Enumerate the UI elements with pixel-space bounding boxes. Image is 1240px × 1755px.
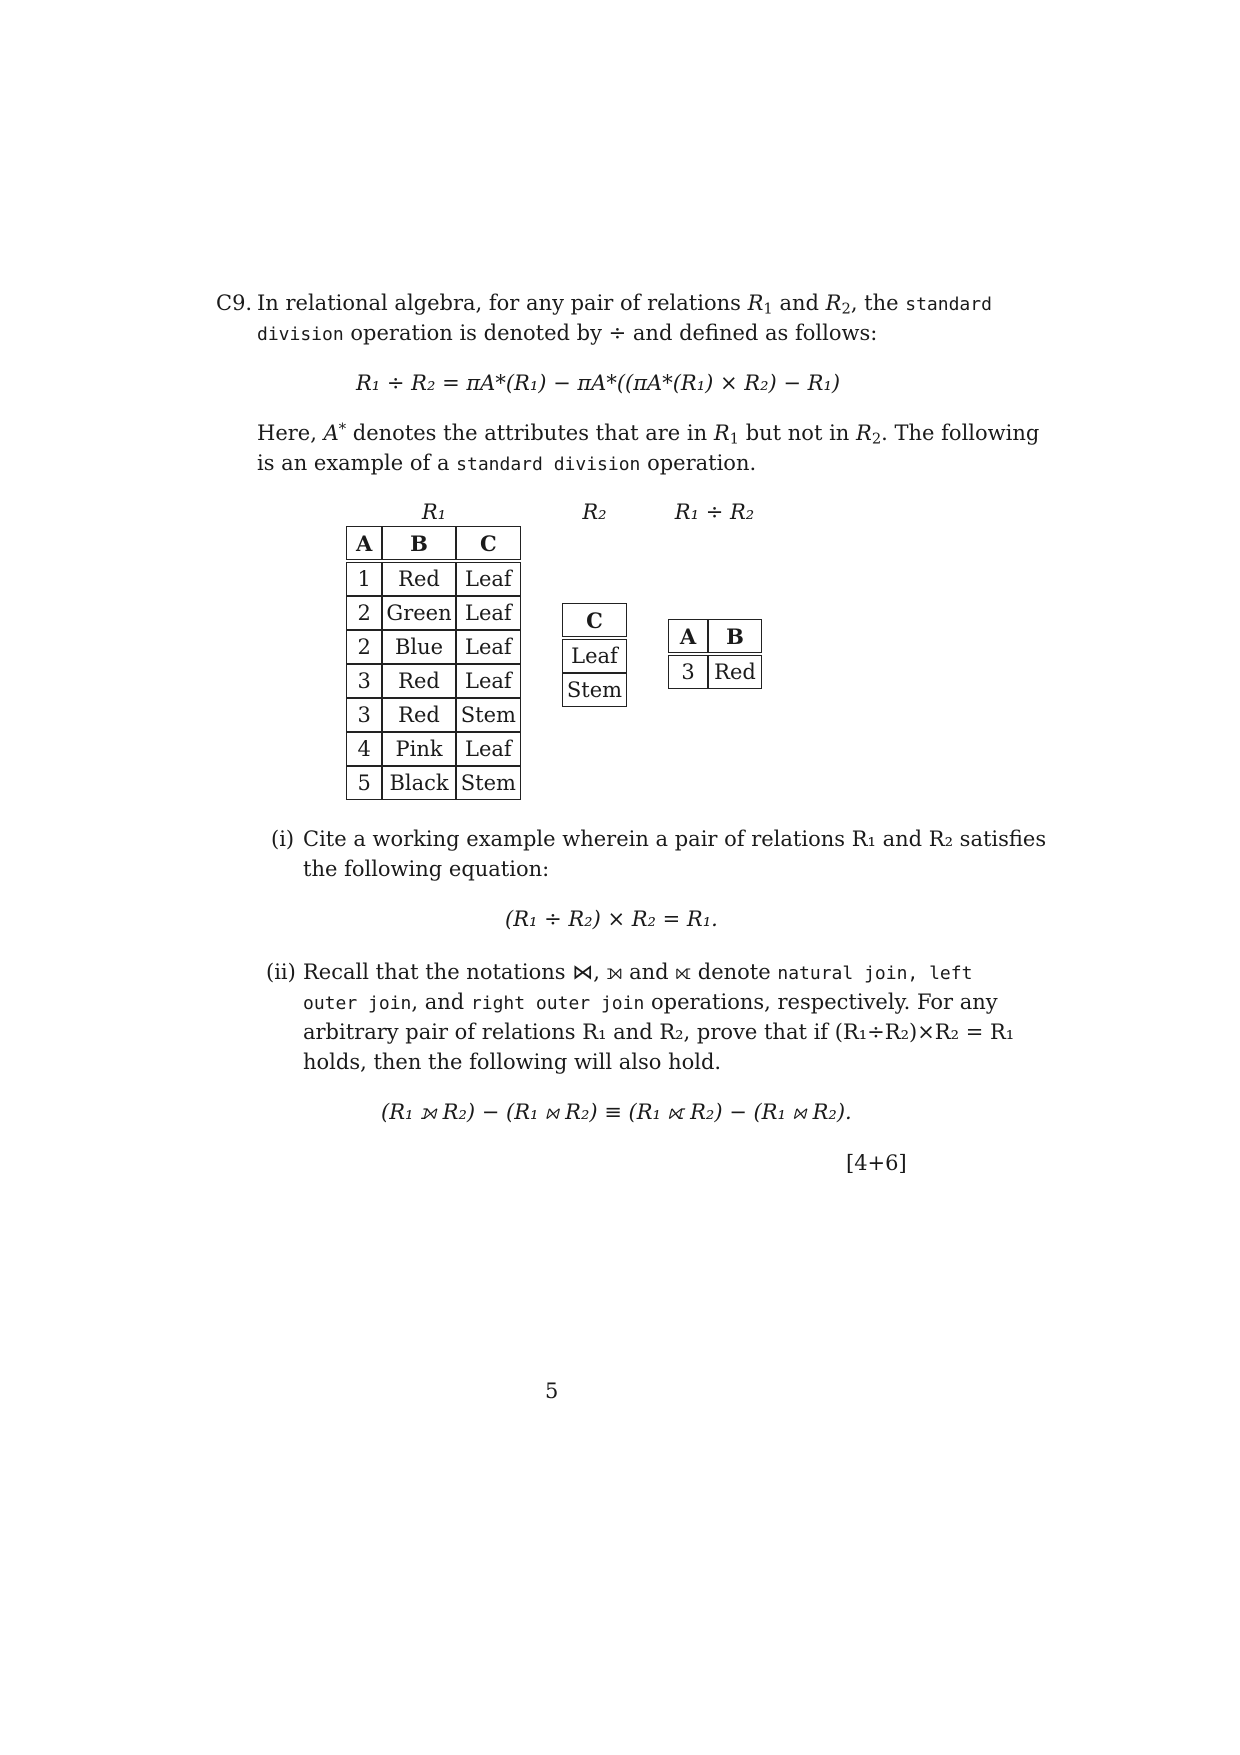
table-row xyxy=(346,698,521,732)
table-cell: Leaf xyxy=(562,639,627,673)
table-cell: Red xyxy=(382,664,455,698)
part-ii-line-4: holds, then the following will also hold. xyxy=(303,1050,722,1074)
result-caption: R₁ ÷ R₂ xyxy=(674,500,755,524)
table-header-row xyxy=(346,526,521,560)
table-cell: Leaf xyxy=(456,562,521,596)
table-row xyxy=(346,630,521,664)
table-cell: 1 xyxy=(346,562,382,596)
table-cell: Pink xyxy=(382,732,455,766)
column-header: A xyxy=(346,526,382,560)
table-cell: Stem xyxy=(456,698,521,732)
part-ii-line-2: outer join, and right outer join operations, respectively. For any xyxy=(303,990,998,1014)
table-cell: Red xyxy=(382,562,455,596)
table-cell: 4 xyxy=(346,732,382,766)
table-cell: 2 xyxy=(346,630,382,664)
table-cell: 3 xyxy=(346,698,382,732)
table-cell: Leaf xyxy=(456,630,521,664)
column-header: A xyxy=(668,619,708,653)
table-row xyxy=(668,655,762,689)
table-cell: 3 xyxy=(346,664,382,698)
r2-table xyxy=(562,603,627,707)
table-cell: 2 xyxy=(346,596,382,630)
table-cell: 5 xyxy=(346,766,382,800)
table-cell: Red xyxy=(382,698,455,732)
table-cell: Stem xyxy=(456,766,521,800)
column-header: C xyxy=(456,526,521,560)
table-row xyxy=(346,596,521,630)
column-header: B xyxy=(708,619,762,653)
table-cell: Leaf xyxy=(456,732,521,766)
table-cell: Red xyxy=(708,655,762,689)
r1-caption: R₁ xyxy=(421,500,447,524)
table-row xyxy=(562,673,627,707)
table-cell: Blue xyxy=(382,630,455,664)
result-table xyxy=(668,619,762,689)
table-row xyxy=(346,664,521,698)
table-cell: Stem xyxy=(562,673,627,707)
table-header-row xyxy=(562,603,627,637)
table-cell: Leaf xyxy=(456,664,521,698)
part-ii-line-1: Recall that the notations ⋈, ⟕ and ⟖ denote natural join, left xyxy=(303,960,973,984)
part-i-label: (i) xyxy=(271,827,295,851)
page-number: 5 xyxy=(545,1379,559,1403)
part-ii-equation: (R₁ ⟕ R₂) − (R₁ ⋈ R₂) ≡ (R₁ ⟖ R₂) − (R₁ ⋈ R₂). xyxy=(381,1100,852,1124)
table-cell: Green xyxy=(382,596,455,630)
table-cell: 3 xyxy=(668,655,708,689)
part-ii-label: (ii) xyxy=(266,960,296,984)
table-cell: Leaf xyxy=(456,596,521,630)
here-line-2: is an example of a standard division operation. xyxy=(257,451,757,475)
part-i-equation: (R₁ ÷ R₂) × R₂ = R₁. xyxy=(505,907,718,931)
part-i-line-2: the following equation: xyxy=(303,857,550,881)
column-header: C xyxy=(562,603,627,637)
question-intro-line-1: In relational algebra, for any pair of relations $R_1$ and $R_2$, the standard xyxy=(257,291,992,318)
question-intro-line-2: division operation is denoted by ÷ and defined as follows: xyxy=(257,321,878,345)
r2-caption: R₂ xyxy=(582,500,607,524)
part-i-line-1: Cite a working example wherein a pair of relations R₁ and R₂ satisfies xyxy=(303,827,1047,851)
part-ii-line-3: arbitrary pair of relations R₁ and R₂, prove that if (R₁÷R₂)×R₂ = R₁ xyxy=(303,1020,1015,1044)
table-row xyxy=(346,562,521,596)
question-number: C9. xyxy=(216,291,253,315)
table-cell: Black xyxy=(382,766,455,800)
division-definition-equation: R₁ ÷ R₂ = πA*(R₁) − πA*((πA*(R₁) × R₂) − R₁) xyxy=(356,371,841,395)
table-header-row xyxy=(668,619,762,653)
marks: [4+6] xyxy=(846,1151,907,1175)
here-line-1: Here, A* denotes the attributes that are in $R_1$ but not in $R_2$. The following xyxy=(257,420,1040,448)
table-row xyxy=(346,766,521,800)
r1-table xyxy=(346,526,521,800)
column-header: B xyxy=(382,526,455,560)
table-row xyxy=(346,732,521,766)
table-row xyxy=(562,639,627,673)
